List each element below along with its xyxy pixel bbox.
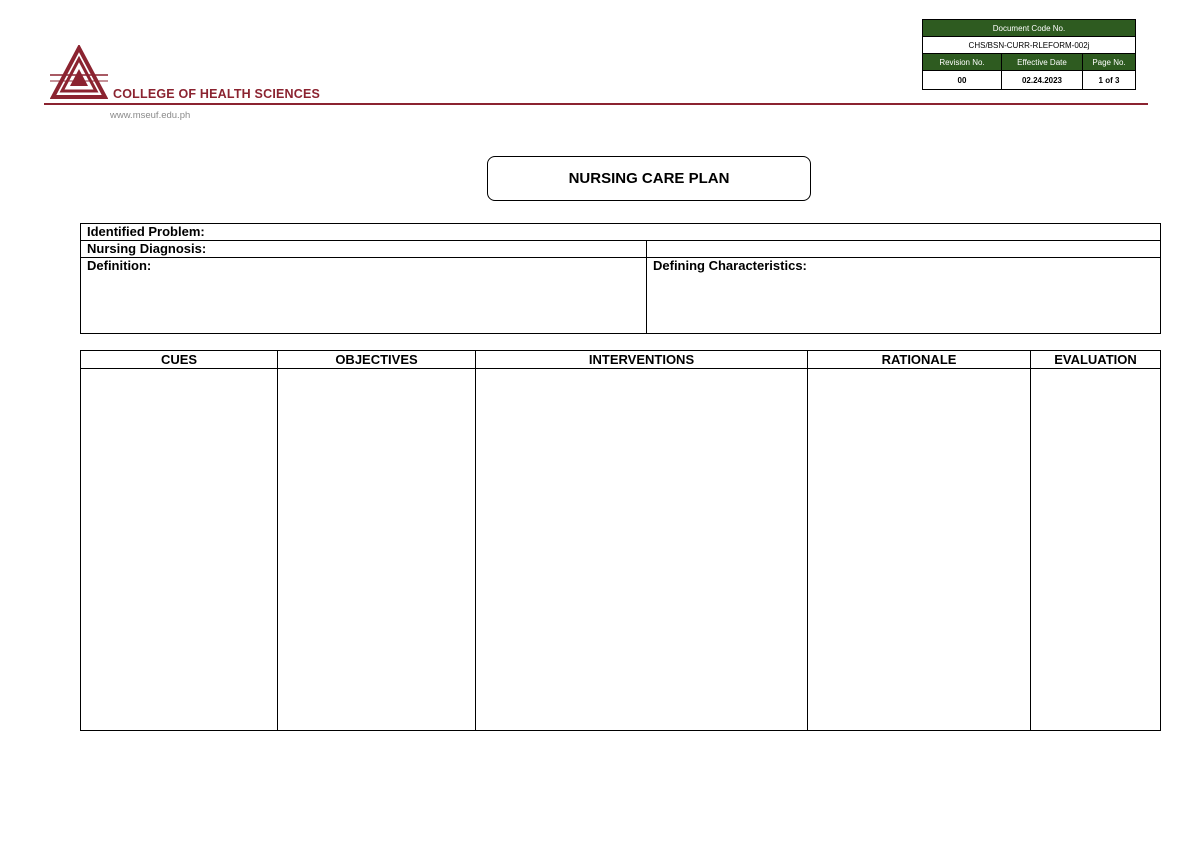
column-header-interventions: INTERVENTIONS [476,351,808,369]
cues-cell[interactable] [81,369,278,731]
header-divider [44,103,1148,105]
document-code-value: CHS/BSN-CURR-RLEFORM-002j [923,37,1136,54]
evaluation-cell[interactable] [1031,369,1161,731]
nursing-diagnosis-extra-field[interactable] [647,241,1161,258]
column-header-evaluation: EVALUATION [1031,351,1161,369]
college-name: COLLEGE OF HEALTH SCIENCES [113,87,321,101]
page-number-label: Page No. [1083,54,1136,71]
column-header-cues: CUES [81,351,278,369]
care-plan-table [80,350,1161,731]
page-number-value: 1 of 3 [1083,71,1136,90]
column-header-rationale: RATIONALE [808,351,1031,369]
document-code-label: Document Code No. [923,20,1136,37]
institution-triangle-logo-icon [50,45,108,103]
revision-label: Revision No. [923,54,1002,71]
form-title: NURSING CARE PLAN [487,156,811,201]
interventions-cell[interactable] [476,369,808,731]
nursing-diagnosis-field[interactable]: Nursing Diagnosis: [81,241,647,258]
identified-problem-field[interactable]: Identified Problem: [81,224,1161,241]
diagnosis-table [80,223,1161,334]
document-control-table [922,19,1136,90]
defining-characteristics-field[interactable]: Defining Characteristics: [647,258,1161,334]
effective-date-value: 02.24.2023 [1002,71,1083,90]
revision-value: 00 [923,71,1002,90]
objectives-cell[interactable] [278,369,476,731]
website-url: www.mseuf.edu.ph [110,110,191,121]
rationale-cell[interactable] [808,369,1031,731]
column-header-objectives: OBJECTIVES [278,351,476,369]
definition-field[interactable]: Definition: [81,258,647,334]
effective-date-label: Effective Date [1002,54,1083,71]
